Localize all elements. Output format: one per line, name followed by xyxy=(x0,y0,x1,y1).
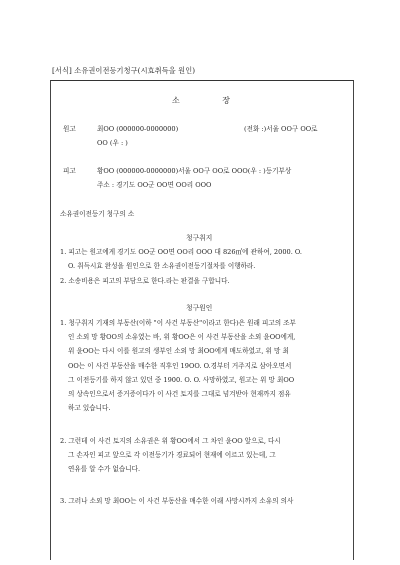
form-header-title: [서식] 소유권이전등기청구(시효취득을 원인) xyxy=(52,66,196,75)
claim-item-line: O. 취득시효 완성을 원인으로 한 소유권이전등기절차를 이행하라. xyxy=(68,262,256,271)
plaintiff-address-cont: OO (우 : ) xyxy=(97,139,128,147)
cause-item-line: 의 상속인으로서 증거증이다가 이 사건 토지를 그대로 넘겨받아 현재까지 점유 xyxy=(68,390,291,399)
cause-item-line: 그 이전등기를 하지 않고 있던 중 1900. O. O. 사망하였고, 원고는 위 망 최OO xyxy=(68,375,295,384)
plaintiff-label: 원고 xyxy=(63,125,76,133)
document-title: 소 장 xyxy=(172,96,230,105)
cause-item-2 xyxy=(60,434,352,477)
claim-item-line: 1. 피고는 원고에게 경기도 OO군 OO면 OO리 OOO 대 826㎡에 관하여, 2000. O. xyxy=(60,248,303,256)
cause-item-line: 인 소외 망 황OO의 소유였는 바, 위 황OO은 이 사건 부동산을 소외 윤OO에게, xyxy=(68,333,296,342)
cause-item-line: 2. 그런데 이 사건 토지의 소유권은 위 황OO에서 그 차인 윤OO 앞으로, 다시 xyxy=(60,437,281,445)
cause-item-1 xyxy=(60,316,352,415)
claim-item-line: 2. 소송비용은 피고의 부담으로 한다.라는 판결을 구합니다. xyxy=(60,277,230,285)
cause-heading: 청구원인 xyxy=(186,304,213,312)
defendant-name: 황OO (000000-0000000)서울 OO구 OO로 OOO(우 : )등기부상 xyxy=(97,167,292,175)
plaintiff-phone-address: (전화 :)서울 OO구 OO로 xyxy=(244,125,318,133)
cause-item-3 xyxy=(60,494,352,508)
case-name: 소유권이전등기 청구의 소 xyxy=(60,210,135,218)
cause-item-line: 그 손자인 피고 앞으로 각 이전등기가 경료되어 현재에 이르고 있는데, 그 xyxy=(68,451,276,460)
cause-item-line: 3. 그러나 소외 망 최OO는 이 사건 부동산을 매수한 이래 사망시까지 소유의 의사 xyxy=(60,497,294,505)
plaintiff-name: 최OO (000000-0000000) xyxy=(97,125,179,133)
claim-heading: 청구취지 xyxy=(186,234,213,242)
cause-item-line: 1. 청구취지 기재의 부동산(이하 "이 사건 부동산"이라고 한다)은 원래 피고의 조부 xyxy=(60,319,296,327)
claim-item-2 xyxy=(60,274,352,288)
claim-item-1 xyxy=(60,245,352,273)
defendant-label: 피고 xyxy=(63,167,76,175)
cause-item-line: OO는 이 사건 부동산을 매수한 직후인 19OO. O.경부터 거주지로 삼아오면서 xyxy=(68,361,292,370)
cause-item-line: 하고 있습니다. xyxy=(68,404,111,413)
defendant-address: 주소 : 경기도 OO군 OO면 OO리 OOO xyxy=(97,181,212,189)
cause-item-line: 연유를 알 수가 없습니다. xyxy=(68,465,141,474)
cause-item-line: 위 윤OO는 다시 이를 원고의 생부인 소외 망 최OO에게 매도하였고, 위 망 최 xyxy=(68,347,289,356)
